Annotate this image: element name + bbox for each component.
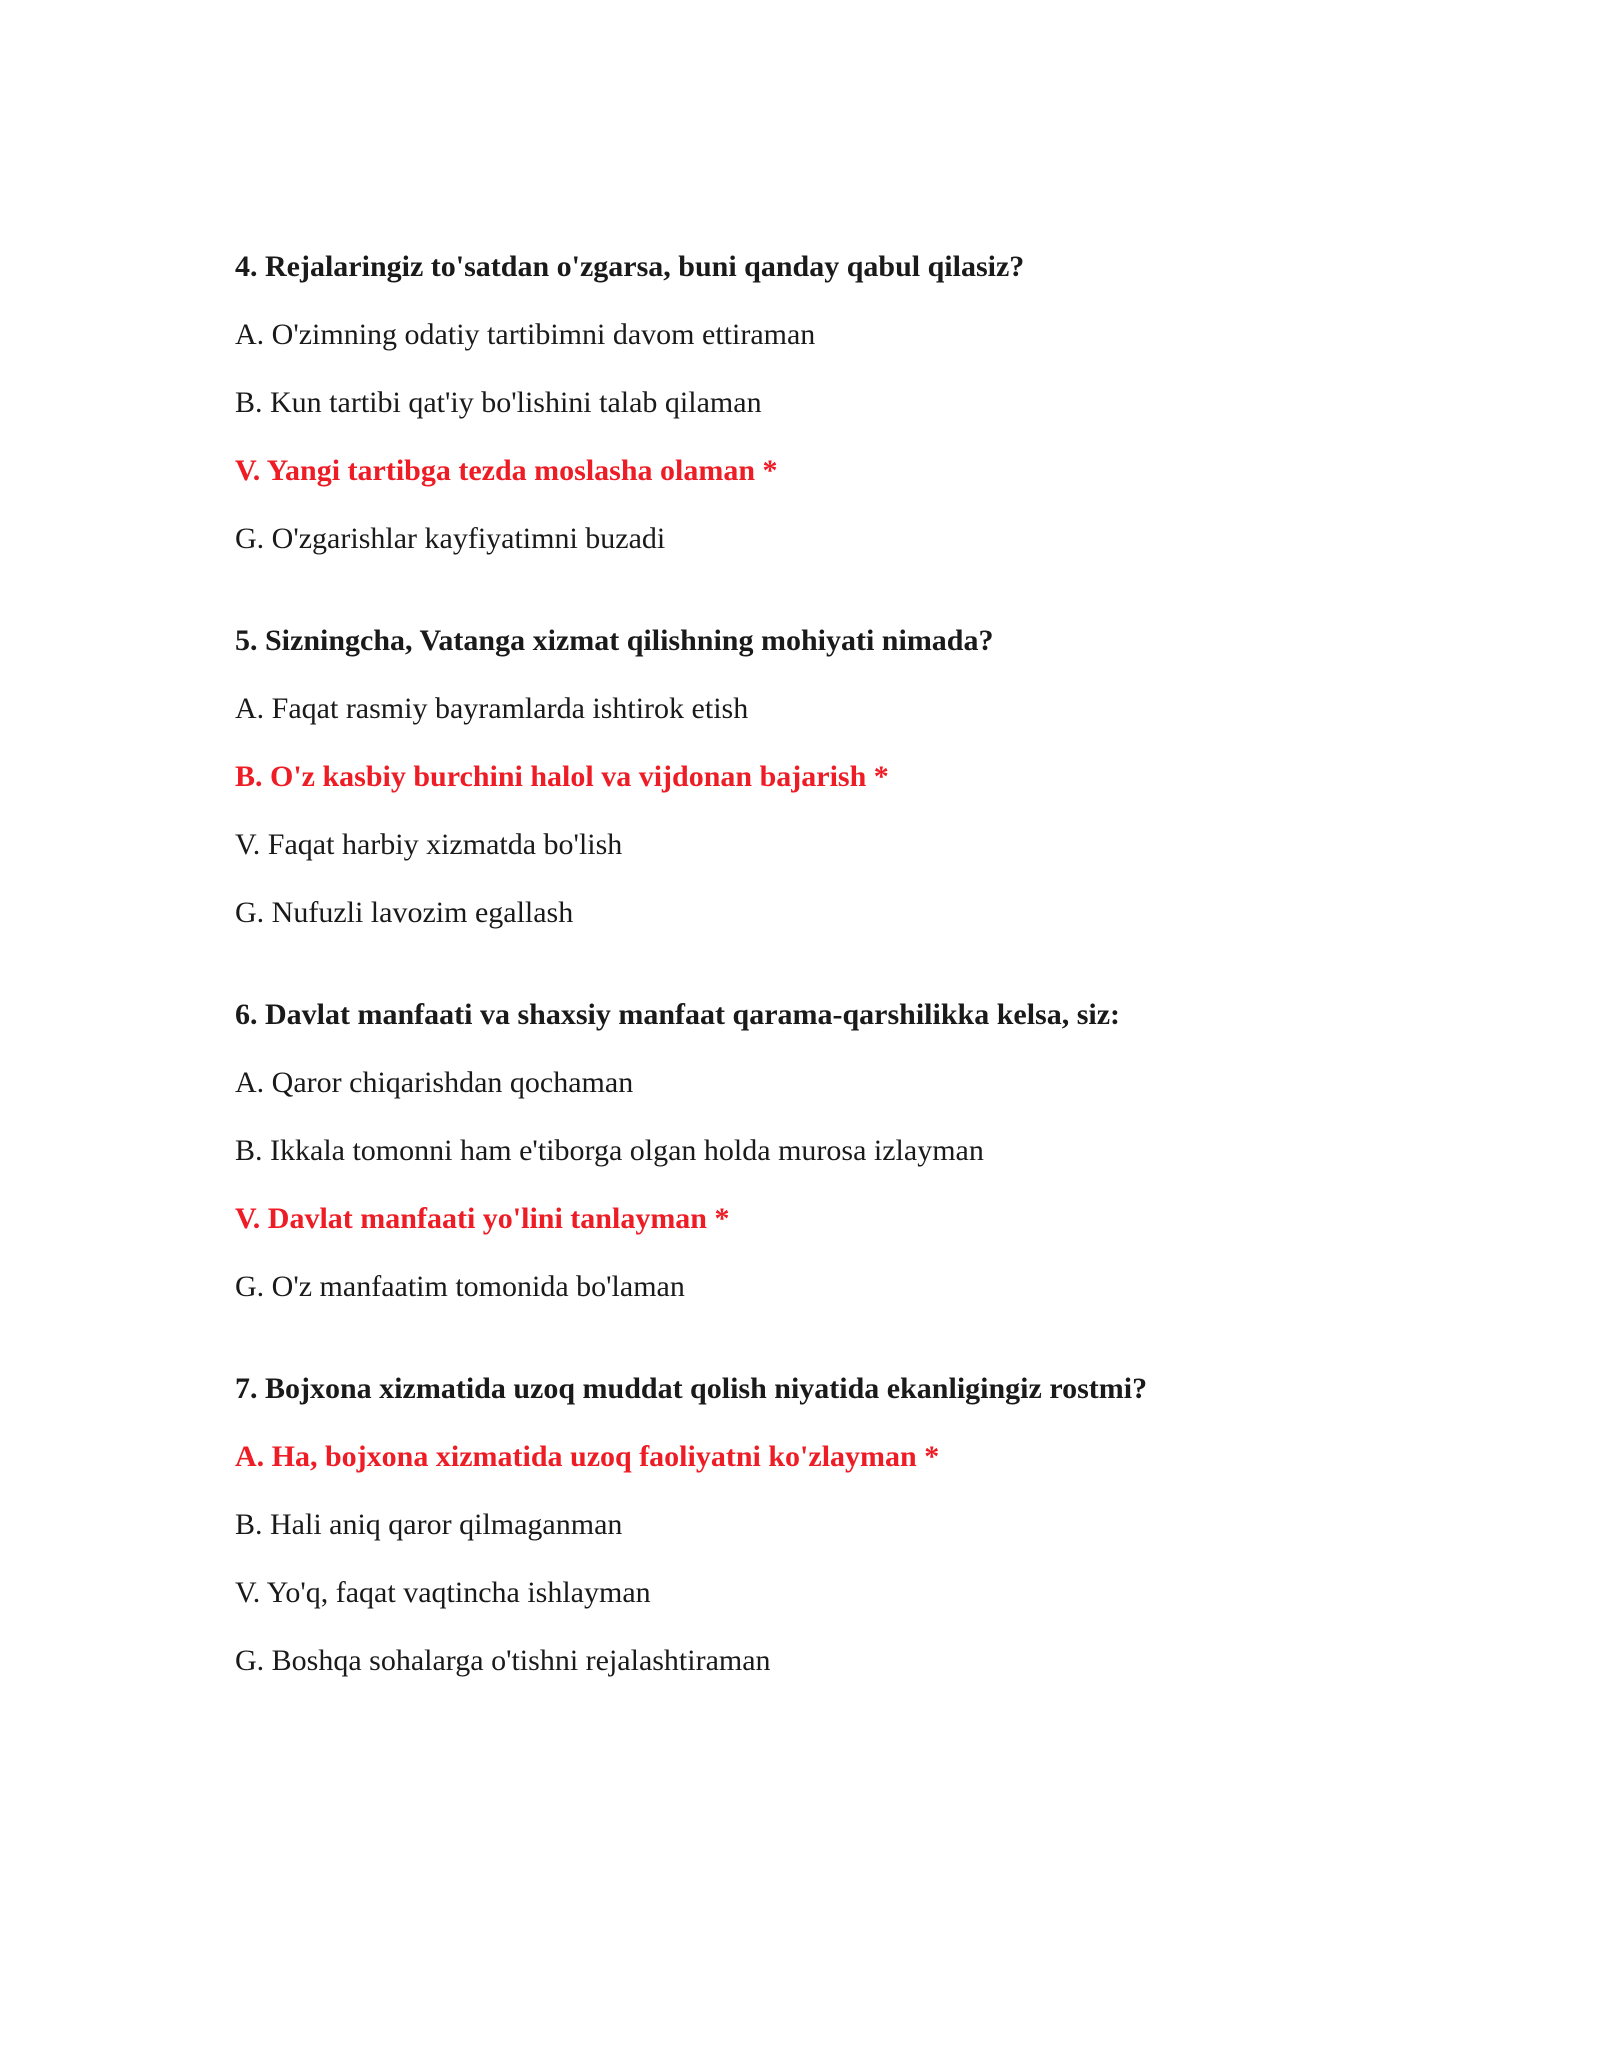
answer-option-v-correct: V. Davlat manfaati yo'lini tanlayman * bbox=[235, 1202, 730, 1235]
question-title: 6. Davlat manfaati va shaxsiy manfaat qarama-qarshilikka kelsa, siz: bbox=[235, 998, 1121, 1031]
answer-option-v: V. Yo'q, faqat vaqtincha ishlayman bbox=[235, 1576, 651, 1609]
question-title: 7. Bojxona xizmatida uzoq muddat qolish niyatida ekanligingiz rostmi? bbox=[235, 1372, 1148, 1405]
question-6 bbox=[235, 998, 1415, 1304]
answer-option-v: V. Faqat harbiy xizmatda bo'lish bbox=[235, 828, 623, 861]
answer-option-b: B. Kun tartibi qat'iy bo'lishini talab qilaman bbox=[235, 386, 762, 419]
answer-option-g: G. Boshqa sohalarga o'tishni rejalashtiraman bbox=[235, 1644, 771, 1677]
question-4 bbox=[235, 250, 1415, 556]
answer-option-a: A. O'zimning odatiy tartibimni davom ettiraman bbox=[235, 318, 816, 351]
answer-option-g: G. O'zgarishlar kayfiyatimni buzadi bbox=[235, 522, 666, 555]
answer-option-a: A. Faqat rasmiy bayramlarda ishtirok etish bbox=[235, 692, 749, 725]
answer-option-b: B. Ikkala tomonni ham e'tiborga olgan holda murosa izlayman bbox=[235, 1134, 984, 1167]
question-title: 4. Rejalaringiz to'satdan o'zgarsa, buni qanday qabul qilasiz? bbox=[235, 250, 1025, 283]
answer-option-b-correct: B. O'z kasbiy burchini halol va vijdonan bajarish * bbox=[235, 760, 889, 793]
question-7 bbox=[235, 1372, 1415, 1678]
question-title: 5. Sizningcha, Vatanga xizmat qilishning mohiyati nimada? bbox=[235, 624, 994, 657]
answer-option-v-correct: V. Yangi tartibga tezda moslasha olaman * bbox=[235, 454, 778, 487]
answer-option-g: G. Nufuzli lavozim egallash bbox=[235, 896, 574, 929]
answer-option-a: A. Qaror chiqarishdan qochaman bbox=[235, 1066, 634, 1099]
answer-option-a-correct: A. Ha, bojxona xizmatida uzoq faoliyatni ko'zlayman * bbox=[235, 1440, 940, 1473]
answer-option-b: B. Hali aniq qaror qilmaganman bbox=[235, 1508, 623, 1541]
question-5 bbox=[235, 624, 1415, 930]
document-page bbox=[235, 250, 1415, 1746]
answer-option-g: G. O'z manfaatim tomonida bo'laman bbox=[235, 1270, 685, 1303]
